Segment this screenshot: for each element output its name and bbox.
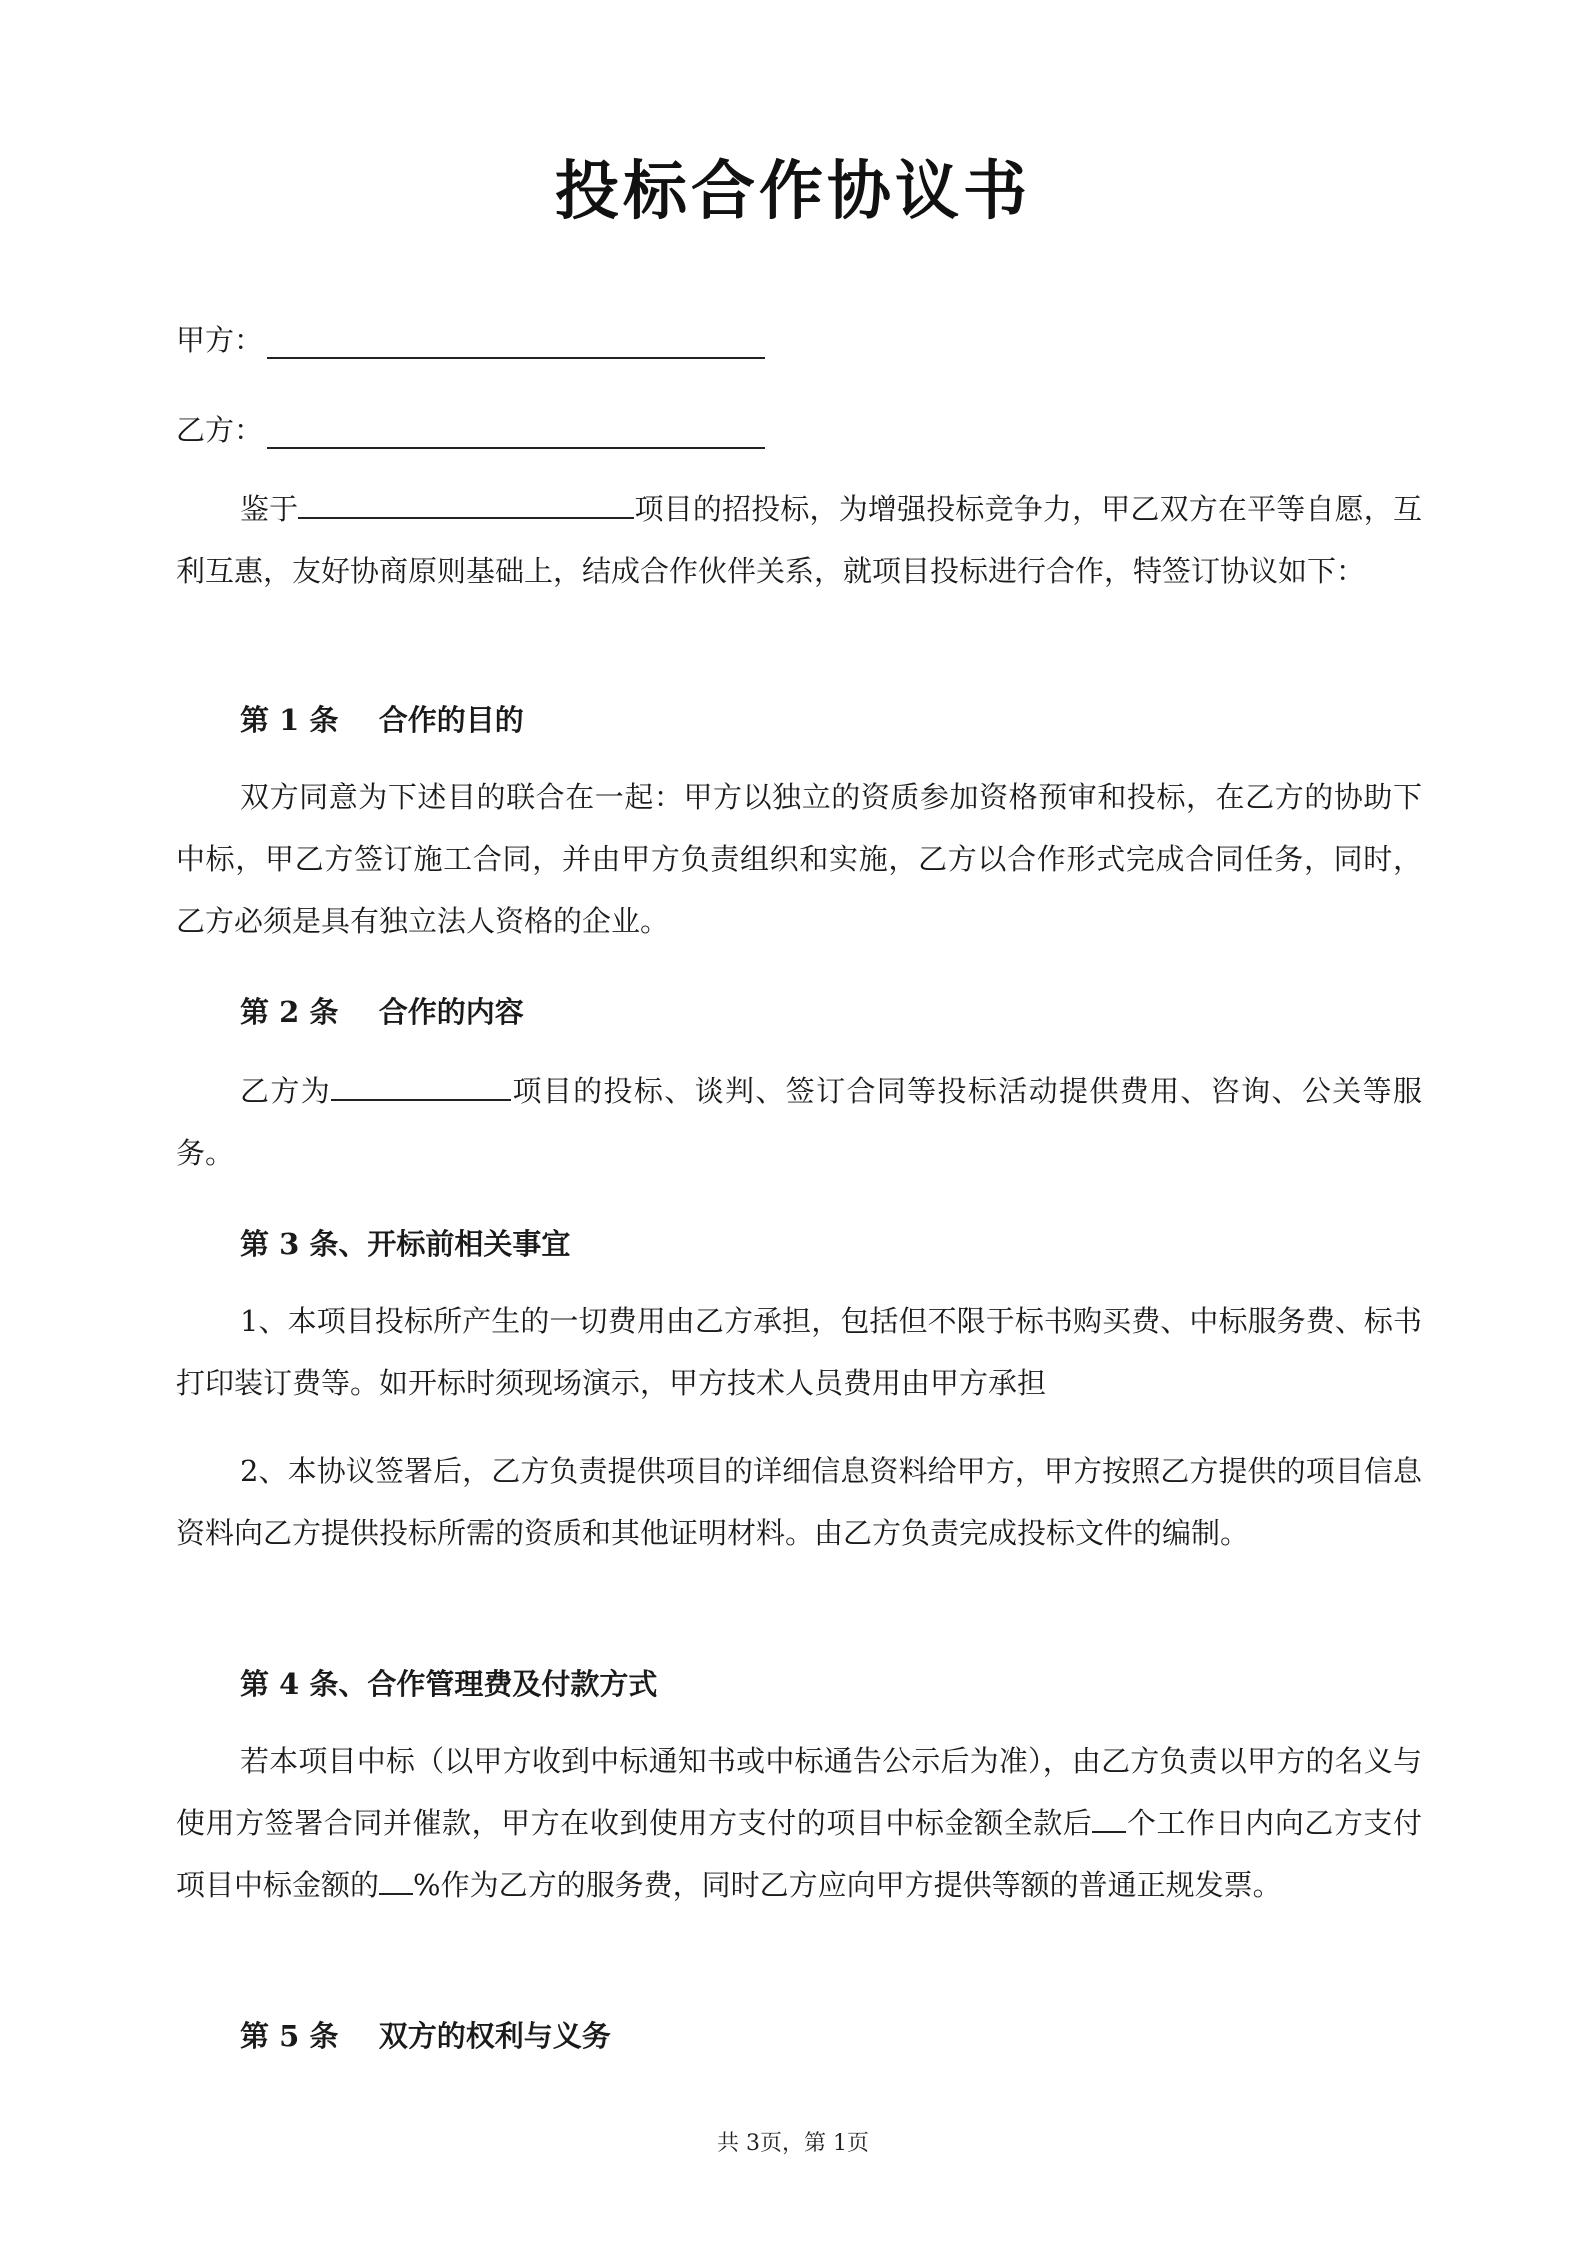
percent-blank — [379, 1867, 413, 1895]
article-1-heading: 第 1 条 合作的目的 — [240, 703, 524, 737]
article-2-heading: 第 2 条 合作的内容 — [240, 995, 524, 1029]
intro-paragraph: 鉴于 项目的招投标，为增强投标竞争力，甲乙双方在平等自愿，互利互惠，友好协商原则基础上，结成合作伙伴关系，就项目投标进行合作，特签订协议如下： — [176, 492, 1422, 588]
article-3-item-1: 1、本项目投标所产生的一切费用由乙方承担，包括但不限于标书购买费、中标服务费、标书打印装订费等。如开标时须现场演示，甲方技术人员费用由甲方承担 — [176, 1304, 1422, 1400]
document-title: 投标合作协议书 — [555, 154, 1031, 229]
article-2-blank — [331, 1073, 511, 1101]
party-b-blank — [267, 417, 765, 449]
party-a-blank — [267, 327, 765, 359]
article-1-body: 双方同意为下述目的联合在一起：甲方以独立的资质参加资格预审和投标，在乙方的协助下中标，甲乙方签订施工合同，并由甲方负责组织和实施，乙方以合作形式完成合同任务，同时，乙方必须是具有独立法人资格的企业。 — [176, 780, 1422, 938]
project-name-blank — [298, 491, 634, 519]
article-2-body: 乙方为 项目的投标、谈判、签订合同等投标活动提供费用、咨询、公关等服务。 — [176, 1074, 1422, 1170]
article-4-body: 若本项目中标（以甲方收到中标通知书或中标通告公示后为准），由乙方负责以甲方的名义与使用方签署合同并催款，甲方在收到使用方支付的项目中标金额全款后 个工作日内向乙方支付项目中标金额的 %作为乙方的服务费，同时乙方应向甲方提供等额的普通正规发票。 — [176, 1744, 1422, 1902]
article-3-item-2: 2、本协议签署后，乙方负责提供项目的详细信息资料给甲方，甲方按照乙方提供的项目信息资料向乙方提供投标所需的资质和其他证明材料。由乙方负责完成投标文件的编制。 — [176, 1454, 1422, 1550]
party-b-label: 乙方： — [176, 413, 264, 447]
party-a-label: 甲方： — [176, 323, 264, 357]
party-a-line — [176, 318, 765, 359]
article-4-heading: 第 4 条、合作管理费及付款方式 — [240, 1667, 658, 1701]
workday-blank — [1092, 1805, 1126, 1833]
article-3-heading: 第 3 条、开标前相关事宜 — [240, 1227, 571, 1261]
page-footer: 共 3页，第 1页 — [717, 2131, 869, 2156]
party-b-line — [176, 408, 765, 449]
article-5-heading: 第 5 条 双方的权利与义务 — [240, 2019, 611, 2053]
